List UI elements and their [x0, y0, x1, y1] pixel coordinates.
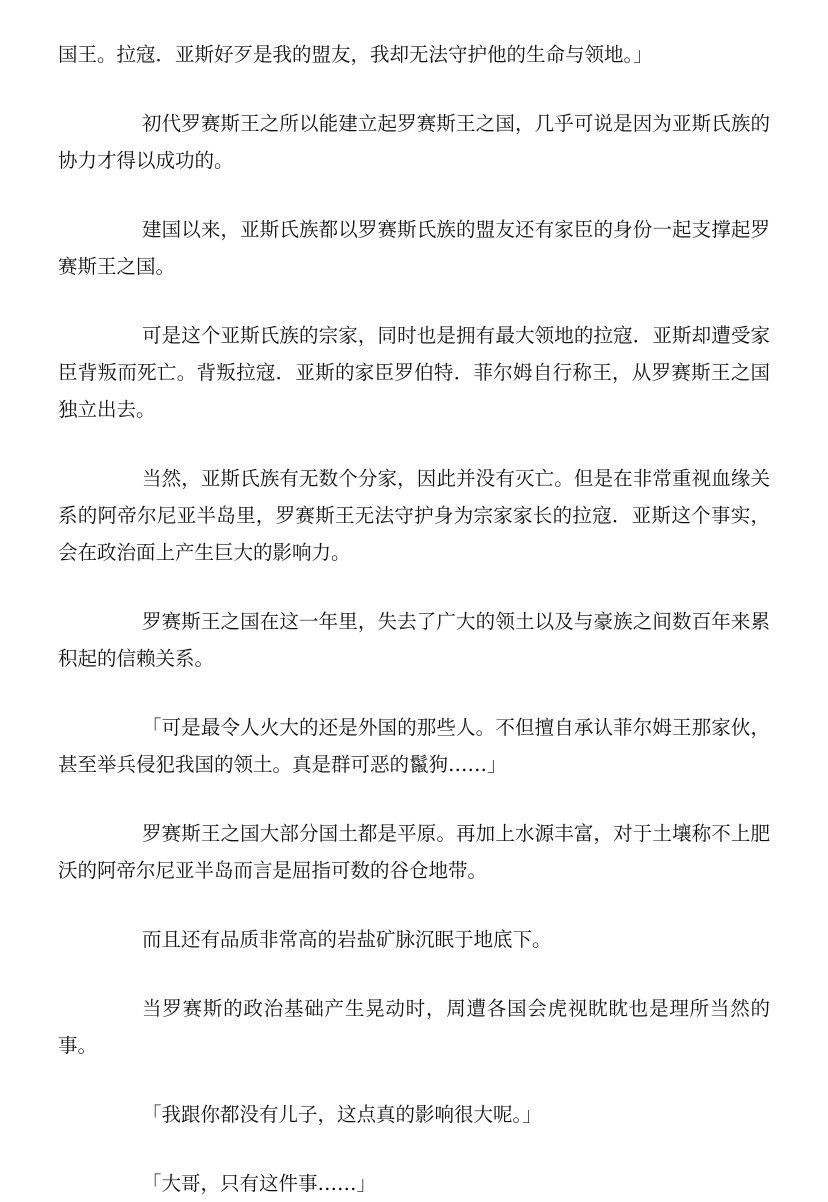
paragraph-5: 当然，亚斯氏族有无数个分家，因此并没有灭亡。但是在非常重视血缘关系的阿帝尔尼亚半岛里，罗赛斯王无法守护身为宗家家长的拉寇．亚斯这个事实，会在政治面上产生巨大的影响力。	[58, 467, 770, 564]
paragraph-8: 而且还有品质非常高的岩盐矿脉沉眠于地底下。	[142, 928, 552, 951]
paragraph-2: 初代罗赛斯王之所以能建立起罗赛斯王之国，几乎可说是因为亚斯氏族的协力才得以成功的。	[58, 112, 770, 172]
paragraph-3: 建国以来，亚斯氏族都以罗赛斯氏族的盟友还有家臣的身份一起支撑起罗赛斯王之国。	[58, 218, 770, 278]
paragraph-4: 可是这个亚斯氏族的宗家，同时也是拥有最大领地的拉寇．亚斯却遭受家臣背叛而死亡。背叛拉寇．亚斯的家臣罗伯特．菲尔姆自行称王，从罗赛斯王之国独立出去。	[58, 324, 770, 421]
dialogue-line-3: 「大哥，只有这件事……」	[142, 1172, 377, 1195]
dialogue-line-2: 「我跟你都没有儿子，这点真的影响很大呢。」	[142, 1103, 542, 1126]
dialogue-line-1: 「可是最令人火大的还是外国的那些人。不但擅自承认菲尔姆王那家伙，甚至举兵侵犯我国的领土。真是群可恶的鬣狗……」	[58, 716, 770, 776]
paragraph-1: 国王。拉寇．亚斯好歹是我的盟友，我却无法守护他的生命与领地。」	[58, 43, 653, 66]
paragraph-6: 罗赛斯王之国在这一年里，失去了广大的领土以及与豪族之间数百年来累积起的信赖关系。	[58, 610, 770, 670]
paragraph-9: 当罗赛斯的政治基础产生晃动时，周遭各国会虎视眈眈也是理所当然的事。	[58, 997, 770, 1057]
document-page	[58, 36, 770, 1202]
paragraph-7: 罗赛斯王之国大部分国土都是平原。再加上水源丰富，对于土壤称不上肥沃的阿帝尔尼亚半岛而言是屈指可数的谷仓地带。	[58, 822, 770, 882]
